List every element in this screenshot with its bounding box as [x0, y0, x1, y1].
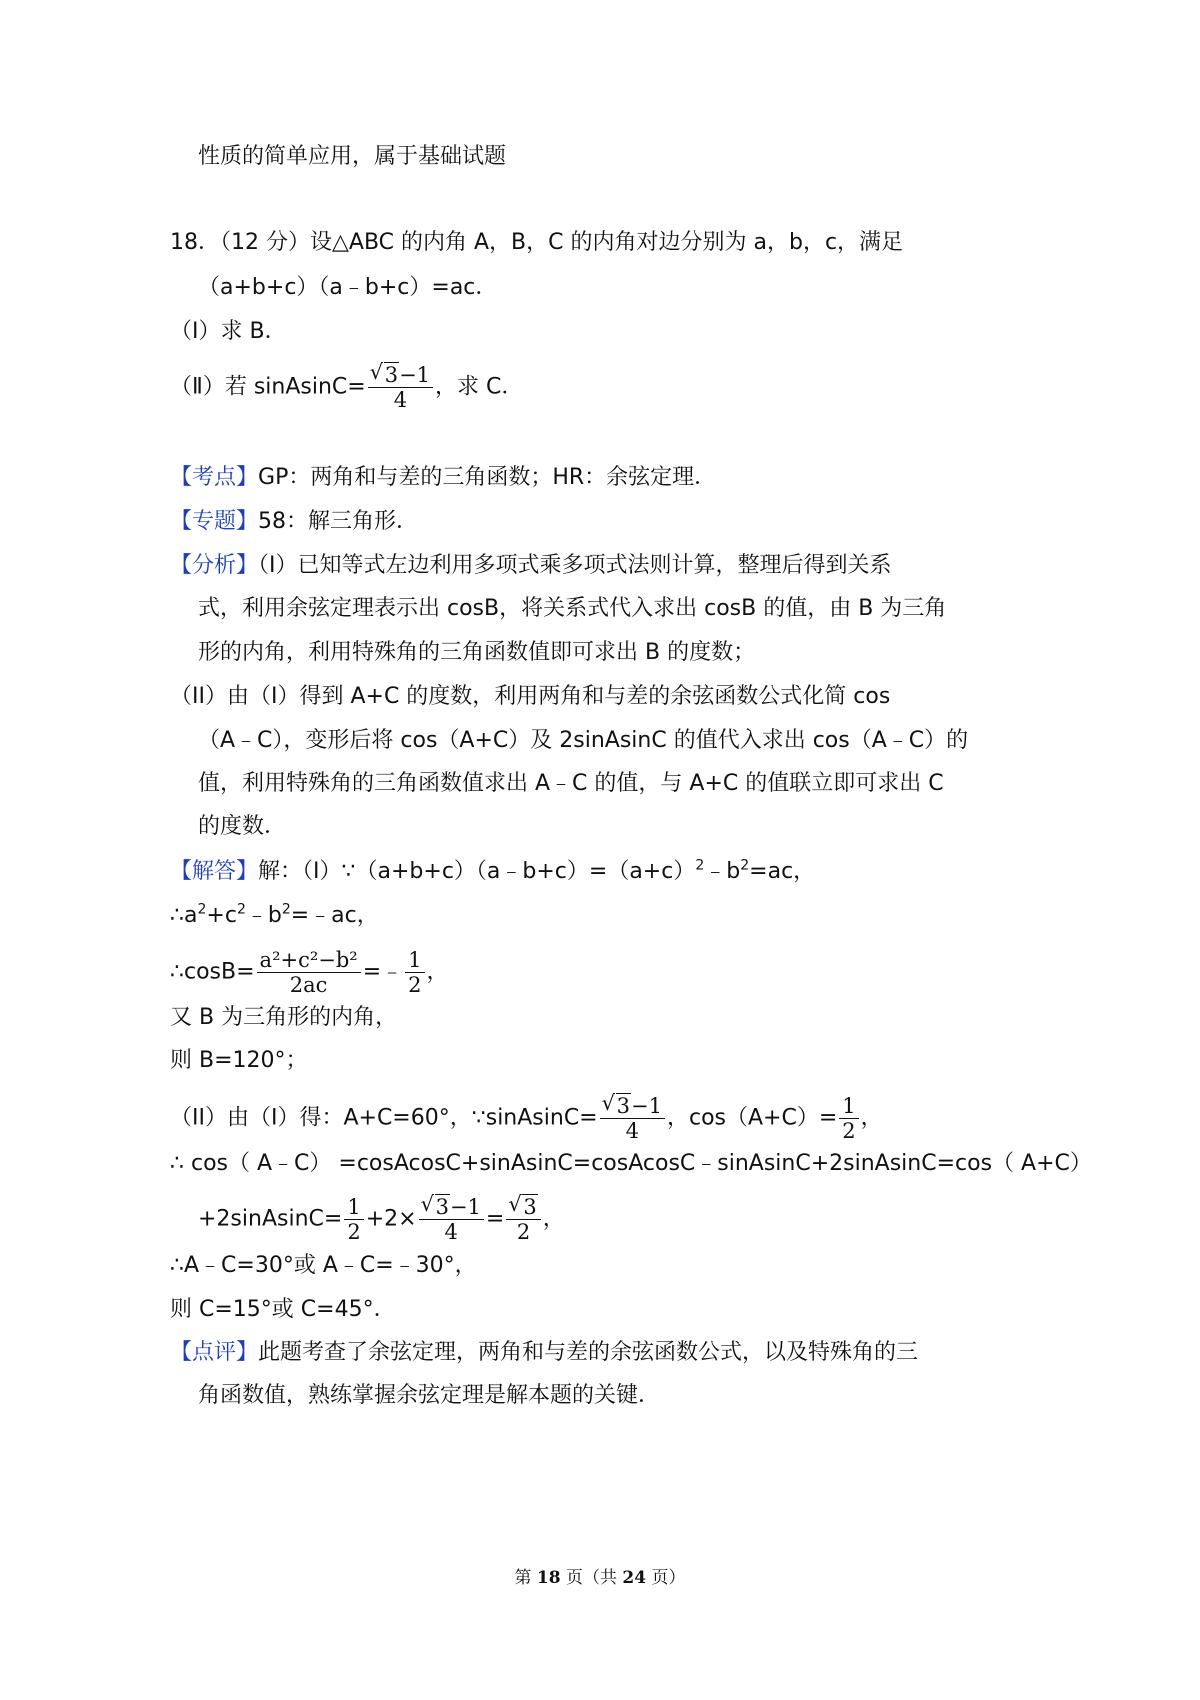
jieda-line-2: $\therefore a^2+c^2﹣b^2=﹣ac$， [170, 901, 379, 928]
problem-line2: （a+b+c）（a﹣b+c）=ac． [198, 275, 498, 300]
part2-prefix: （Ⅱ）若 sinAsinC= [170, 374, 366, 400]
dianping-tag: 【点评】 [170, 1340, 259, 1365]
sin-product-fraction: √ $\frac{3-1}{4}$ [368, 363, 433, 412]
fenxi-line-7: 的度数． [198, 814, 287, 839]
fenxi-line-2: 式，利用余弦定理表示出 cosB，将关系式代入求出 cosB 的值，由 B 为三角 [198, 596, 947, 621]
page-footer: 第 18 页（共 24 页） [514, 1568, 686, 1588]
current-page-number: 18 [536, 1568, 561, 1588]
zhuanti-line [170, 507, 418, 537]
kaodian-line [170, 463, 716, 493]
kaodian-text: GP：两角和与差的三角函数；HR：余弦定理． [258, 465, 717, 490]
fenxi-line-5: （A﹣C），变形后将 cos（A+C）及 2sinAsinC 的值代入求出 cos（A﹣C）的 [198, 728, 969, 753]
fenxi-line-6: 值，利用特殊角的三角函数值求出 A﹣C 的值，与 A+C 的值联立即可求出 C [198, 771, 944, 796]
fenxi-tag: 【分析】 [170, 553, 259, 578]
problem-part1: （Ⅰ）求 B． [170, 319, 287, 344]
half-fraction-2: $\frac{1}{2}$ [344, 1195, 363, 1244]
half-fraction: $\frac{1}{2}$ [405, 948, 424, 997]
sin-product-fraction-2: √ $\frac{3-1}{4}$ [600, 1094, 665, 1143]
fenxi-line-4: （II）由（I）得到 A+C 的度数，利用两角和与差的余弦函数公式化简 cos [170, 684, 891, 709]
jieda-line-cosb: ∴cosB= $\frac{\text{a²+c²−b²}}{2ac}$ =﹣ $\frac{1}{2}$ ， [170, 948, 449, 997]
dianping-line-2: 角函数值，熟练掌握余弦定理是解本题的关键． [198, 1383, 661, 1408]
jieda-tag: 【解答】 [170, 859, 259, 884]
part2-suffix: ，求 C． [435, 374, 524, 400]
jieda-line-7: ∴ cos（ A﹣C） =cosAcosC+sinAsinC=cosAcosC﹣sinAsinC+2sinAsinC=cos（ A+C） [170, 1151, 1092, 1176]
zhuanti-tag: 【专题】 [170, 509, 259, 534]
jieda-line-1: 【解答】解：$(I)\because(a+b+c)(a﹣b+c)=(a+c)^2﹣b^2=ac$， [170, 857, 816, 884]
kaodian-tag: 【考点】 [170, 465, 259, 490]
zhuanti-text: 58：解三角形． [258, 509, 419, 534]
dianping-line-1: 【点评】此题考查了余弦定理，两角和与差的余弦函数公式，以及特殊角的三 [170, 1340, 919, 1365]
problem-part2 [170, 363, 523, 412]
cosb-fraction: $\frac{\text{a²+c²−b²}}{2ac}$ [257, 948, 361, 997]
sin-product-fraction-3: √ $\frac{3-1}{4}$ [419, 1195, 484, 1244]
prev-tail-text: 性质的简单应用，属于基础试题 [198, 144, 507, 169]
fenxi-line-3: 形的内角，利用特殊角的三角函数值即可求出 B 的度数； [198, 640, 756, 665]
jieda-line-6: （II）由（I）得：A+C=60°，∵sinAsinC= √ $\frac{3-1}{4}$ ，cos（A+C）= $\frac{1}{2}$ ， [170, 1094, 883, 1143]
fenxi-line-1: 【分析】（I）已知等式左边利用多项式乘多项式法则计算，整理后得到关系 [170, 553, 892, 578]
sqrt3-half-fraction: √ $\frac{3}{2}$ [506, 1195, 540, 1244]
jieda-line-8: +2sinAsinC= $\frac{1}{2}$ +2× √ $\frac{3-1}{4}$ = √ $\frac{3}{2}$ ， [198, 1195, 565, 1244]
jieda-line-4: 又 B 为三角形的内角， [170, 1005, 398, 1030]
jieda-line-10: 则 C=15°或 C=45°． [170, 1297, 396, 1322]
jieda-line-9: ∴A﹣C=30°或 A﹣C=﹣30°， [170, 1253, 477, 1278]
total-page-number: 24 [622, 1568, 647, 1588]
jieda-line-5: 则 B=120°； [170, 1048, 308, 1073]
cos-sum-fraction: $\frac{1}{2}$ [839, 1094, 858, 1143]
problem-line1: 18．（12 分）设△ABC 的内角 A，B，C 的内角对边分别为 a，b，c，满足 [170, 230, 904, 255]
